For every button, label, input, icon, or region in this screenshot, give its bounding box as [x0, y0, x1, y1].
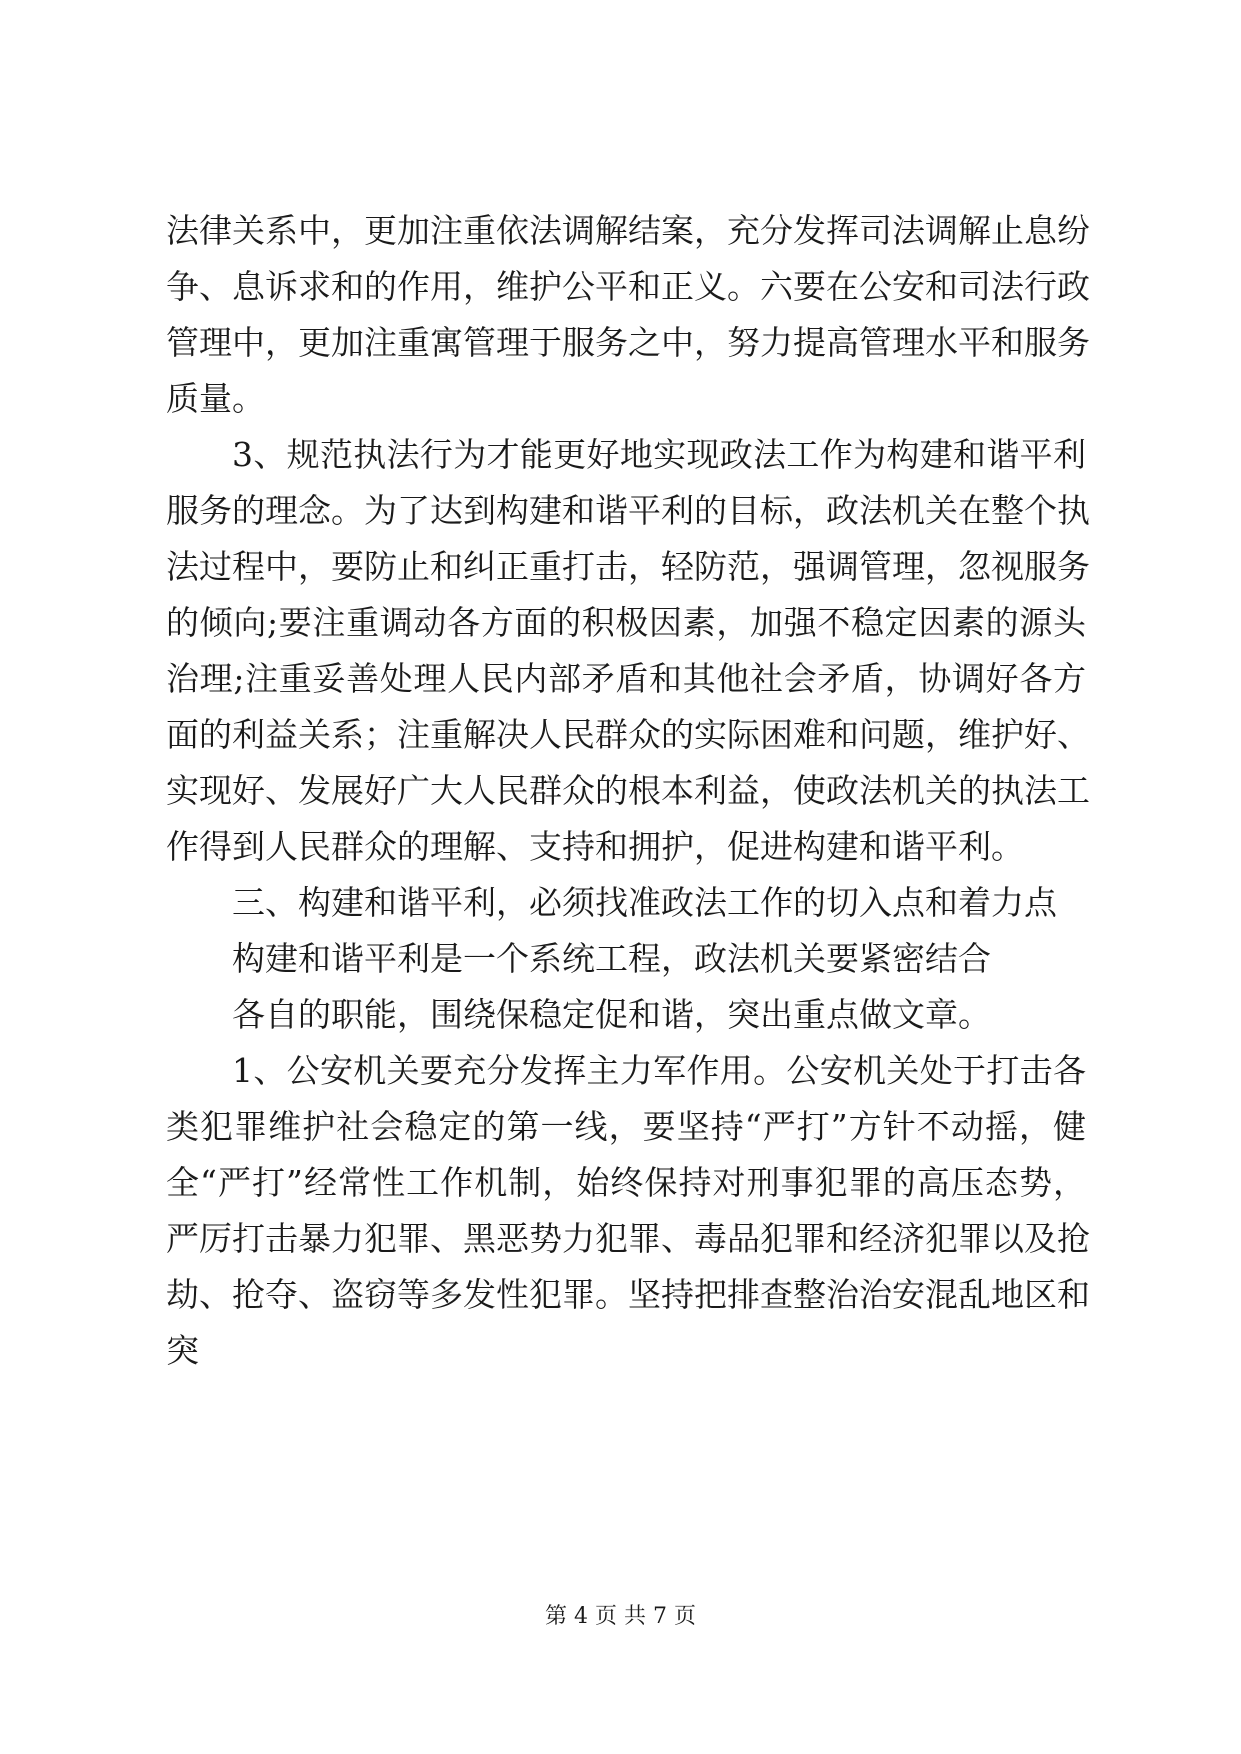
body-text-line: 治理;注重妥善处理人民内部矛盾和其他社会矛盾，协调好各方: [166, 659, 1086, 698]
body-text-line: 劫、抢夺、盗窃等多发性犯罪。坚持把排查整治治安混乱地区和: [166, 1275, 1090, 1314]
body-text-line: 1、公安机关要充分发挥主力军作用。公安机关处于打击各: [232, 1051, 1086, 1090]
body-text-line: 管理中，更加注重寓管理于服务之中，努力提高管理水平和服务: [166, 323, 1090, 362]
page-number-footer: 第 4 页 共 7 页: [545, 1604, 696, 1629]
section-heading: 三、构建和谐平利，必须找准政法工作的切入点和着力点: [232, 883, 1057, 922]
body-text-line: 突: [166, 1331, 199, 1370]
body-text-line: 类犯罪维护社会稳定的第一线，要坚持“严打”方针不动摇，健: [166, 1107, 1086, 1146]
body-text-line: 全“严打”经常性工作机制，始终保持对刑事犯罪的高压态势，: [166, 1163, 1086, 1202]
body-text-line: 法律关系中，更加注重依法调解结案，充分发挥司法调解止息纷: [166, 211, 1090, 250]
body-text-line: 严厉打击暴力犯罪、黑恶势力犯罪、毒品犯罪和经济犯罪以及抢: [166, 1219, 1090, 1258]
body-text-line: 各自的职能，围绕保稳定促和谐，突出重点做文章。: [232, 995, 991, 1034]
body-text-line: 质量。: [166, 379, 265, 418]
body-text-line: 构建和谐平利是一个系统工程，政法机关要紧密结合: [232, 939, 991, 978]
body-text-line: 争、息诉求和的作用，维护公平和正义。六要在公安和司法行政: [166, 267, 1090, 306]
body-text-line: 实现好、发展好广大人民群众的根本利益，使政法机关的执法工: [166, 771, 1090, 810]
body-text-line: 作得到人民群众的理解、支持和拥护，促进构建和谐平利。: [166, 827, 1024, 866]
body-text-line: 3、规范执法行为才能更好地实现政法工作为构建和谐平利: [232, 435, 1086, 474]
body-text-line: 服务的理念。为了达到构建和谐平利的目标，政法机关在整个执: [166, 491, 1090, 530]
body-text-line: 法过程中，要防止和纠正重打击，轻防范，强调管理，忽视服务: [166, 547, 1090, 586]
body-text-line: 的倾向;要注重调动各方面的积极因素，加强不稳定因素的源头: [166, 603, 1086, 642]
body-text-line: 面的利益关系；注重解决人民群众的实际困难和问题，维护好、: [166, 715, 1090, 754]
